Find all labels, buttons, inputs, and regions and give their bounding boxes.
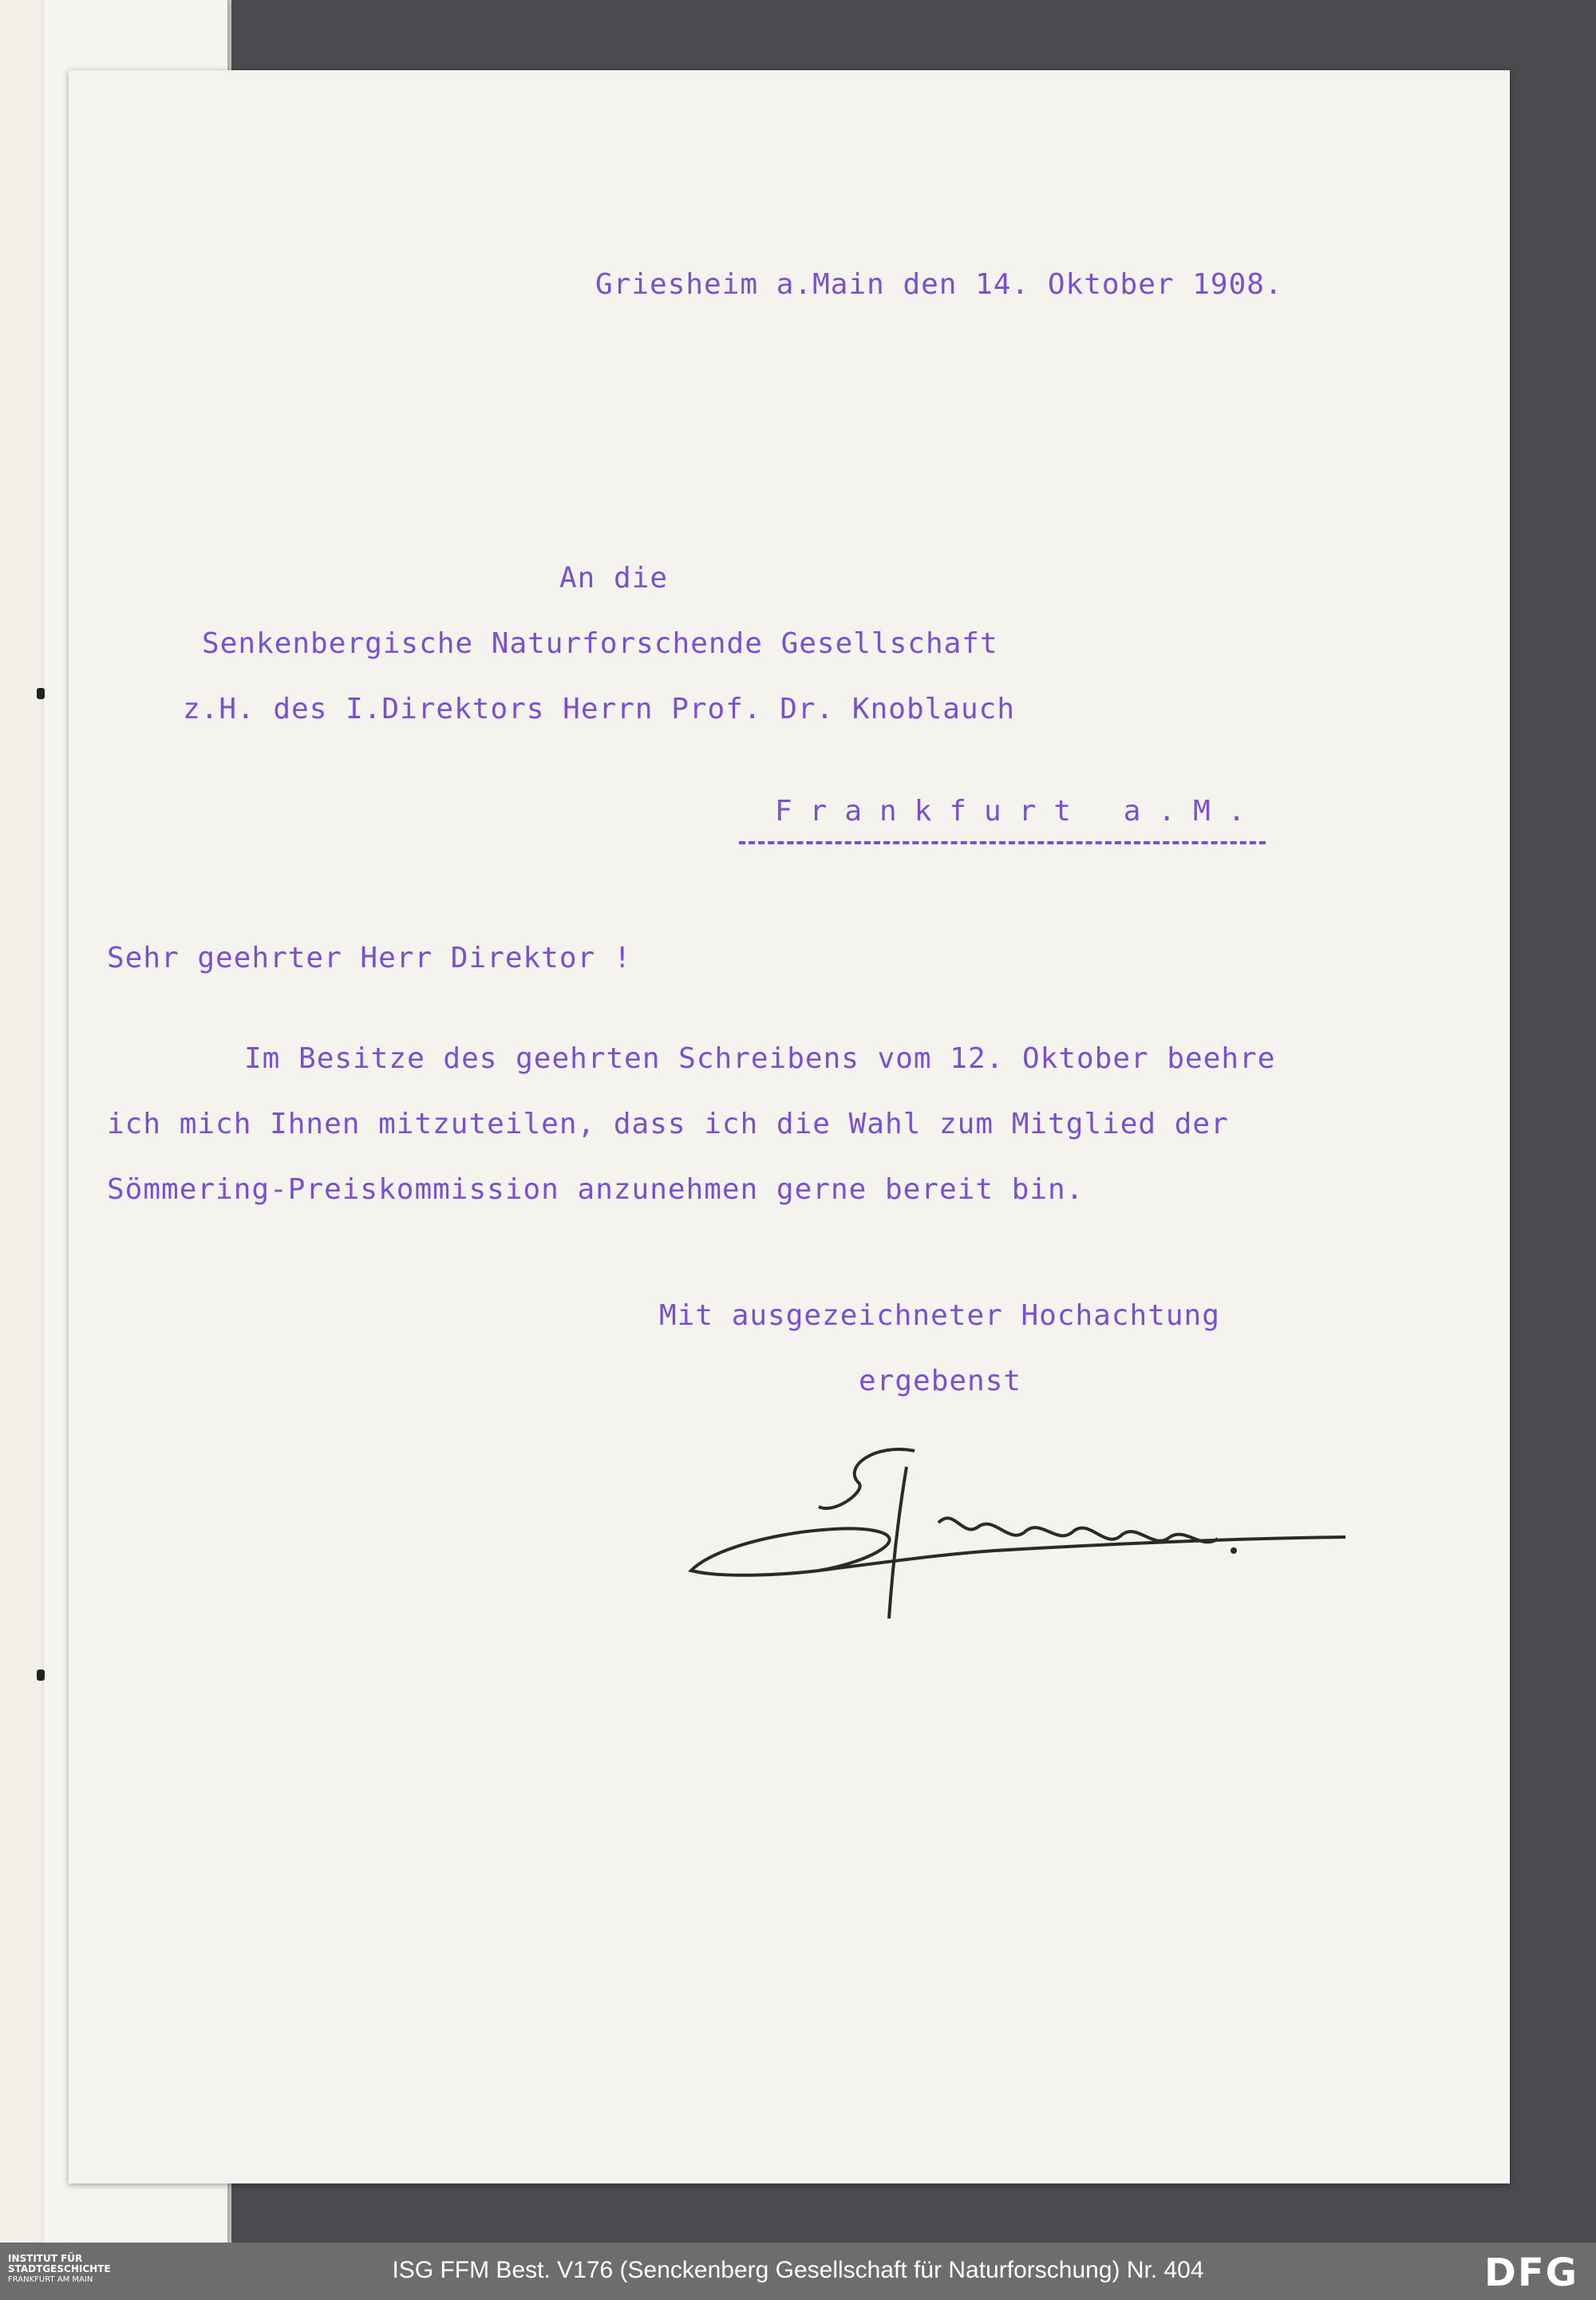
closing-phrase: Mit ausgezeichneter Hochachtung [659,1299,1220,1332]
regards: ergebenst [859,1365,1022,1397]
address-an-die: An die [559,562,669,595]
binding-thread [37,1670,45,1681]
logo-line-3: FRANKFURT AM MAIN [8,2275,93,2284]
letter-page [69,70,1510,2183]
dfg-logo: DFG [1483,2251,1578,2295]
logo-line-2: STADTGESCHICHTE [8,2263,111,2274]
recipient-person: z.H. des I.Direktors Herrn Prof. Dr. Knoblauch [183,693,1015,725]
body-line-1: Im Besitze des geehrten Schreibens vom 12. Oktober beehre [244,1042,1276,1075]
logo-line-1: INSTITUT FÜR [8,2253,83,2264]
salutation: Sehr geehrter Herr Direktor ! [107,942,632,974]
body-line-3: Sömmering-Preiskommission anzunehmen gerne bereit bin. [107,1173,1084,1206]
letter-date: Griesheim a.Main den 14. Oktober 1908. [595,268,1283,301]
recipient-organization: Senkenbergische Naturforschende Gesellschaft [202,627,998,660]
handwritten-signature [675,1419,1393,1618]
archive-footer [0,2243,1596,2300]
archive-reference: ISG FFM Best. V176 (Senckenberg Gesellschaft für Naturforschung) Nr. 404 [392,2257,1204,2283]
binder-edge [0,0,48,2243]
body-line-2: ich mich Ihnen mitzuteilen, dass ich die Wahl zum Mitglied der [107,1108,1229,1140]
city-underline [739,841,1266,844]
recipient-city: Frankfurt a.M. [775,795,1263,828]
binding-thread [37,688,45,699]
